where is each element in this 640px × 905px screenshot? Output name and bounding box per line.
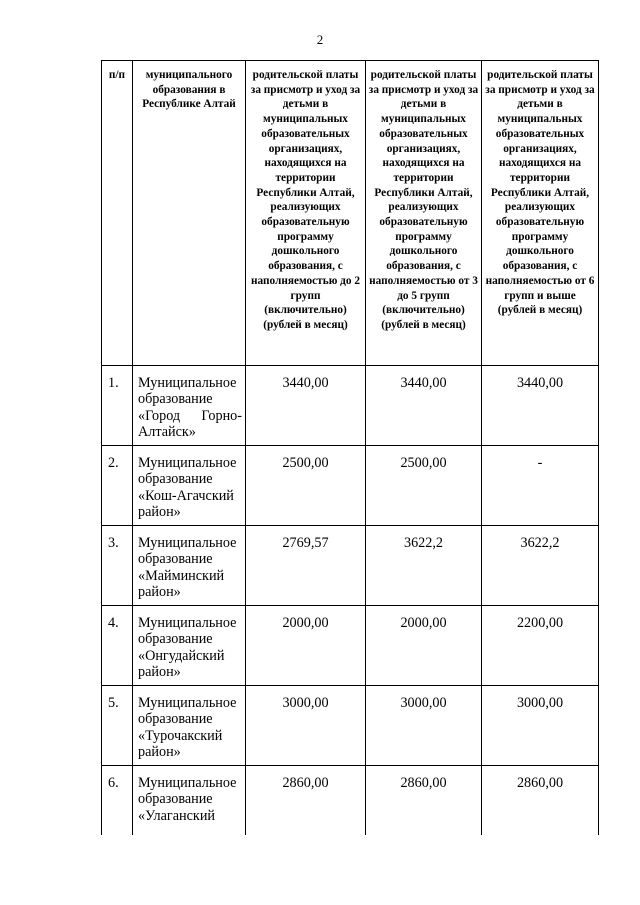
name-line: образование <box>138 471 213 488</box>
name-line: «Майминский <box>138 567 225 584</box>
name-line: «Город Горно- <box>138 407 242 424</box>
municipality-name <box>133 446 246 526</box>
table-header-row <box>102 61 599 366</box>
fee-up-to-2-groups: 3440,00 <box>246 366 366 446</box>
name-line: район» <box>138 503 181 520</box>
table-row <box>102 366 599 446</box>
page-number: 2 <box>316 32 324 47</box>
name-line: Алтайск» <box>138 423 196 440</box>
name-line: «Кош-Агачский <box>138 487 234 504</box>
fee-up-to-2-groups: 2000,00 <box>246 606 366 686</box>
row-number: 2. <box>102 446 133 526</box>
name-line: «Улаганский <box>138 807 215 824</box>
name-line: «Турочакский <box>138 727 223 744</box>
header-fee-up-to-2-groups: родительской платы за присмотр и уход за детьми в муниципальных образовательных организациях, находящихся на территории Республики Алтай, реализующих образовательную программу дошкольного образования, с наполняемостью до 2 групп (включительно) (рублей в месяц) <box>246 61 366 366</box>
header-fee-3-to-5-groups: родительской платы за присмотр и уход за детьми в муниципальных образовательных организациях, находящихся на территории Республики Алтай, реализующих образовательную программу дошкольного образования, с наполняемостью от 3 до 5 групп (включительно) (рублей в месяц) <box>366 61 482 366</box>
municipality-name <box>133 526 246 606</box>
row-number: 5. <box>102 686 133 766</box>
fee-6-plus-groups: 3440,00 <box>482 366 599 446</box>
name-line: Муниципальное <box>138 615 237 631</box>
header-fee-6-plus-groups: родительской платы за присмотр и уход за детьми в муниципальных образовательных организациях, находящихся на территории Республики Алтай, реализующих образовательную программу дошкольного образования, с наполняемостью от 6 групп и выше (рублей в месяц) <box>482 61 599 366</box>
name-line: образование <box>138 791 213 808</box>
fee-up-to-2-groups: 3000,00 <box>246 686 366 766</box>
name-line: Муниципальное <box>138 695 237 711</box>
municipality-name <box>133 766 246 836</box>
table-row <box>102 446 599 526</box>
fee-up-to-2-groups: 2769,57 <box>246 526 366 606</box>
row-number: 4. <box>102 606 133 686</box>
fee-3-to-5-groups: 2500,00 <box>366 446 482 526</box>
name-line: Муниципальное <box>138 455 237 471</box>
row-number: 6. <box>102 766 133 836</box>
fee-6-plus-groups: 2200,00 <box>482 606 599 686</box>
municipality-name <box>133 366 246 446</box>
table-row <box>102 686 599 766</box>
name-line: район» <box>138 583 181 600</box>
name-line: Муниципальное <box>138 375 237 391</box>
fee-3-to-5-groups: 3622,2 <box>366 526 482 606</box>
name-line: образование <box>138 391 213 408</box>
table-row <box>102 526 599 606</box>
row-number: 3. <box>102 526 133 606</box>
fee-3-to-5-groups: 2000,00 <box>366 606 482 686</box>
name-line: Муниципальное <box>138 535 237 551</box>
fee-up-to-2-groups: 2500,00 <box>246 446 366 526</box>
fee-3-to-5-groups: 3000,00 <box>366 686 482 766</box>
name-line: образование <box>138 631 213 648</box>
header-number: п/п <box>102 61 133 366</box>
row-number: 1. <box>102 366 133 446</box>
name-line: район» <box>138 663 181 680</box>
table-row <box>102 606 599 686</box>
fee-3-to-5-groups: 3440,00 <box>366 366 482 446</box>
name-line: образование <box>138 711 213 728</box>
municipality-name <box>133 686 246 766</box>
fee-3-to-5-groups: 2860,00 <box>366 766 482 836</box>
fee-6-plus-groups: 3000,00 <box>482 686 599 766</box>
fee-6-plus-groups: 2860,00 <box>482 766 599 836</box>
municipality-name <box>133 606 246 686</box>
name-line: образование <box>138 551 213 568</box>
name-line: Муниципальное <box>138 775 237 791</box>
fee-6-plus-groups: 3622,2 <box>482 526 599 606</box>
fee-up-to-2-groups: 2860,00 <box>246 766 366 836</box>
name-line: район» <box>138 743 181 760</box>
header-municipality: муниципального образования в Республике Алтай <box>133 61 246 366</box>
name-line: «Онгудайский <box>138 647 225 664</box>
tariff-table <box>101 60 599 835</box>
fee-6-plus-groups: - <box>482 446 599 526</box>
table-row <box>102 766 599 836</box>
